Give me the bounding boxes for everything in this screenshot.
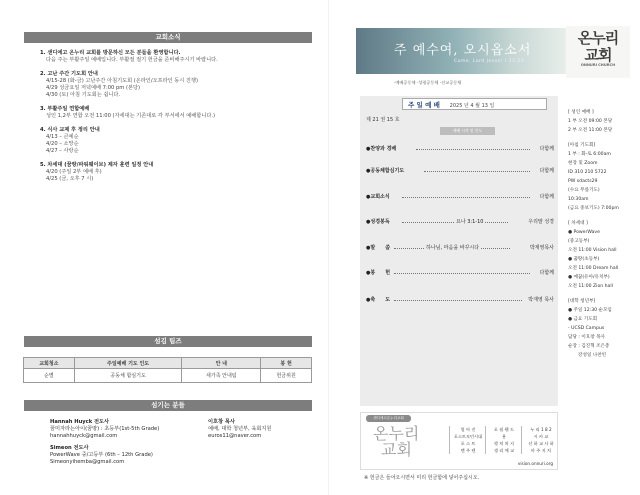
table-cell: 공동체 합심기도 (74, 369, 182, 383)
vision-line: 행 처 처 지 (493, 441, 515, 446)
schedule-line: 10:30am (568, 197, 589, 202)
order-item (366, 193, 554, 201)
staff-name: Simeon 전도사 (50, 445, 89, 452)
staff-email[interactable]: hannahhuyck@gmail.com (50, 432, 118, 439)
schedule-line: (금요 중보기도) 7:00pm (568, 206, 619, 211)
news-item-title: 2. 고난 주간 기도회 안내 (40, 71, 98, 77)
vision-line: 누 리 1 8 2 (530, 427, 552, 432)
leader-dots (424, 171, 530, 172)
order-detail: 요나 3:1-10 (456, 219, 484, 225)
news-item-line: 4/25 (금, 오후 7 시) (46, 176, 94, 182)
schedule-line: ● 꿈땅(초등부) (568, 257, 600, 262)
card-logo-line1: 온누리 (373, 424, 420, 443)
schedule-line: ID 310 210 5722 (568, 170, 607, 175)
schedule-sidebar (568, 108, 638, 360)
vision-line: 열 아 진 (460, 427, 476, 432)
vision-line: 포 스 트 (460, 441, 476, 446)
serve-table (23, 357, 312, 383)
news-item-title: 3. 부활주일 연합예배 (40, 106, 90, 112)
page-fold (328, 0, 329, 495)
news-item-title: 1. 샌디에고 온누리 교회를 방문하신 모든 분들을 환영합니다. (40, 50, 181, 56)
schedule-line: 오전 11:00 Vision hall (568, 248, 617, 253)
table-cell: 새가족 안내팀 (182, 369, 261, 383)
staff-role: 예배, 대학 청년부, 육회지원 (208, 425, 272, 432)
leader-dots (394, 273, 530, 274)
news-item-line: 4/20 – 소망순 (46, 141, 79, 147)
order-leader: 다함께 (539, 270, 554, 276)
schedule-line: 강성일 나찬빈 (578, 353, 607, 358)
schedule-line: 현장 및 Zoom (568, 161, 598, 166)
staff-role: 꿈미자라는아이(꿈땅) : 초등부(1st-5th Grade) (50, 425, 160, 432)
schedule-line: ● 금요 기도회 (568, 317, 598, 322)
schedule-line: [ 차세대 ] (568, 221, 588, 226)
order-leader: 다함께 (539, 146, 554, 152)
schedule-line: 오전 11:00 Zion hall (568, 284, 613, 289)
order-item (366, 145, 554, 153)
table-cell: 헌금위원 (261, 369, 312, 383)
table-header-cell: 봉 헌 (261, 358, 312, 369)
order-label: ●교회소식 (366, 194, 390, 200)
schedule-line: [ 성인 예배 ] (568, 110, 594, 115)
news-item (40, 71, 310, 99)
schedule-line: 2 부 오전 11:00 본당 (568, 128, 613, 133)
staff-email[interactable]: Simeonyihemba@gmail.com (50, 458, 125, 465)
staff-role: PowerWave 중/고등부 (6th – 12th Grade) (50, 452, 153, 459)
order-item (366, 218, 554, 226)
news-item-line: 4/20 (주일 2부 예배 후) (46, 169, 102, 175)
schedule-line: (수요 무릎기도) (568, 188, 600, 193)
schedule-line: [대학 청년부] (568, 299, 596, 304)
order-item (366, 296, 554, 304)
schedule-line: 1 부 : 화-토 6:00am (568, 152, 611, 157)
news-list (40, 50, 310, 190)
news-header: 교회소식 (24, 32, 312, 43)
leader-dots (416, 149, 530, 150)
news-item-line: 4/15-28 (화-금) 고난주간 아침기도회 (온라인/오프라인 동시 진행) (46, 78, 198, 84)
order-leader: 박재영목사 (529, 245, 554, 251)
table-row (24, 369, 312, 383)
schedule-line: ● 예꿈(유아/유치부) (568, 275, 610, 280)
order-leader: 박재영 목사 (528, 297, 554, 303)
order-leader: 다함께 (539, 194, 554, 200)
schedule-line: 순장 : 김진혁 조은총 (568, 344, 610, 349)
card-tag: 샌디에고온누리교회 (366, 415, 411, 422)
staff-name: 이호창 목사 (208, 419, 235, 425)
logo-text-en: ONNURI CHURCH (580, 63, 616, 67)
schedule-line: 담당 : 이호창 목사 (568, 335, 605, 340)
staff-email[interactable]: euros11@naver.com (208, 432, 262, 439)
vision-column (449, 426, 483, 454)
news-item-line: 4/30 (토) 아침 기도회는 쉽니다. (46, 92, 121, 98)
order-item (366, 269, 554, 277)
banner-subtitle: Come, Lord Jesus! Ⅰ 22:20 (454, 59, 525, 64)
news-item (40, 127, 310, 155)
table-header-cell: 안 내 (182, 358, 261, 369)
issue-number: 제 21 권 15 호 (366, 117, 400, 123)
staff-column (50, 419, 200, 472)
vision-line: 마 주 저 치 (530, 448, 552, 453)
vision-line: 시 카 교 (533, 434, 549, 439)
vision-line: 포스트모던시대 (453, 434, 483, 439)
schedule-line: [아침 기도회] (568, 143, 596, 148)
schedule-line: 오전 11:00 Dream hall (568, 266, 619, 271)
logo-text-line1: 온누리 (577, 29, 619, 47)
table-header-cell: 교회청소 (24, 358, 75, 369)
banner-title: 주 예수여, 오시옵소서 (394, 43, 532, 58)
vision-column (485, 426, 519, 454)
table-header-cell: 주일예배 기도 인도 (74, 358, 182, 369)
order-leader: 우리말 성경 (528, 219, 554, 225)
news-item-title: 5. 차세대 (꿈땅/파워웨이브) 제자 훈련 일정 안내 (40, 162, 154, 168)
news-item-line: 4/29 성금요일 저녁예배 7:00 pm (본당) (46, 85, 141, 91)
order-label: ●말 씀 (366, 245, 391, 251)
ministries-line: ·예배공동체 ·성령공동체 ·선교공동체 (394, 80, 462, 85)
order-leader: 다함께 (539, 168, 554, 174)
news-item-line: 4/13 – 큰예순 (46, 134, 79, 140)
news-item-line: 4/27 – 사랑순 (46, 148, 79, 154)
order-label: ●성경봉독 (366, 219, 390, 225)
news-item (40, 106, 310, 120)
schedule-line: ● 주일 12:30 순모임 (568, 308, 612, 313)
order-label: ●공동체합심기도 (366, 168, 405, 174)
church-logo (566, 26, 630, 78)
card-logo-line2: 교회 (381, 440, 412, 459)
table-cell: 순별 (24, 369, 75, 383)
news-item-line: 다음 주는 부활주일 예배입니다. 부활절 절기 헌금을 준비해주시기 바랍니다. (46, 57, 218, 63)
offering-note: ※ 헌금은 들어오시면서 미리 헌금함에 넣어주십시오. (364, 475, 480, 481)
staff-entry (50, 419, 200, 439)
serve-header: 섬김 팀즈 (24, 336, 312, 347)
vision-line: 선 하 교 사 하 (528, 441, 554, 446)
order-item (366, 167, 554, 175)
staff-entry (50, 445, 200, 465)
order-label: ●봉 헌 (366, 270, 391, 276)
vision-line: 용 (501, 434, 507, 439)
leader-dots (402, 197, 530, 198)
news-item-line: 성인 1,2부 연합 오전 11:00 (자세대는 기존대로 각 부서에서 예배합니다.) (46, 113, 216, 119)
news-item (40, 50, 310, 64)
staff-name: Hannah Huyck 전도사 (50, 419, 110, 425)
staff-column (208, 419, 328, 445)
leader-dots (394, 300, 522, 301)
news-item (40, 162, 310, 183)
vision-card (360, 412, 558, 470)
schedule-line: (중고등부) (568, 239, 590, 244)
vision-line: 생 리 예 교 (493, 448, 515, 453)
right-page (332, 0, 640, 495)
order-label: ●찬양과 경배 (366, 146, 397, 152)
news-item-title: 4. 식사 교제 후 정리 안내 (40, 127, 100, 133)
staff-entry (208, 419, 328, 439)
vision-column (521, 426, 557, 454)
vision-line: 포 월 웬 드 (493, 427, 515, 432)
worship-date: 2025 년 4 월 13 일 (449, 103, 495, 109)
schedule-line: ● PowerWave (568, 230, 600, 235)
order-item (366, 244, 554, 252)
order-detail: 하나님, 마음을 바꾸시다 (426, 245, 480, 251)
worship-start-tag: 예배 시작 및 인도 (440, 127, 495, 135)
vision-url[interactable]: vision.onnuri.org (517, 461, 553, 466)
schedule-line: - UCSD Campus (568, 326, 605, 331)
vision-line: 맨 주 텐 (460, 448, 476, 453)
theme-banner (356, 28, 566, 74)
table-header-row (24, 358, 312, 369)
schedule-line: 1 부 오전 09:00 본당 (568, 119, 613, 124)
staff-header: 섬기는 분들 (24, 400, 312, 411)
worship-order-panel (360, 96, 558, 406)
worship-header (402, 98, 547, 110)
worship-title: 주 일 예 배 (408, 101, 440, 109)
order-label: ●축 도 (366, 297, 391, 303)
schedule-line: PW sdacts29 (568, 179, 598, 184)
logo-text-line2: 교회 (584, 46, 612, 64)
